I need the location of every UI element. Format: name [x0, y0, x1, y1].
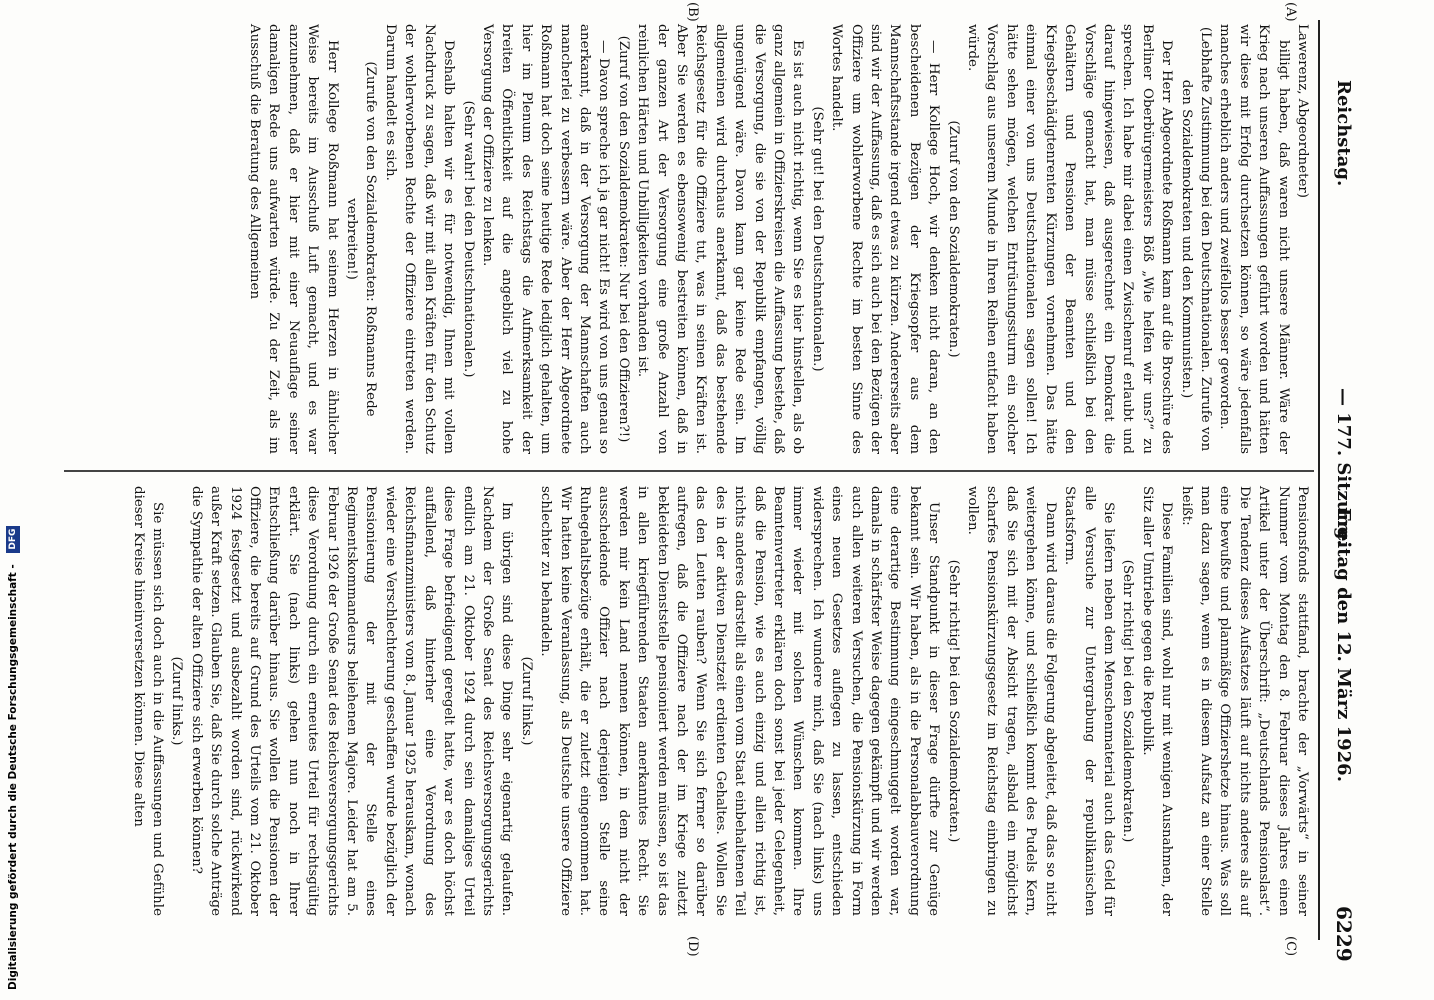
- margin-mark-a: (A): [1283, 2, 1298, 22]
- right-text-column: [130, 486, 1312, 916]
- right-column-paragraph: Im übrigen sind diese Dinge sehr eigenartig gelaufen. Nachdem der Große Senat des Reichsversorgungsgerichts endlich am 21. Oktober 1924 durch sein damaliges Urteil diese Frage befriedigend geregelt hatte, war es doch höchst auffallend, daß hinterher eine Verordnung des Reichsfinanzministers vom 8. Januar 1925 herauskam, wonach wieder eine Verschlechterung geschaffen wurde bezüglich der Pensionierung der mit der Stelle eines Regimentskommandeurs beliehenen Majore. Leider hat am 5. Februar 1926 der Große Senat des Reichsversorgungsgerichts diese Verordnung durch ein erneutes Urteil für rechtsgültig erklärt. Sie (nach links) gehen nun noch in Ihrer Entschließung darüber hinaus. Sie wollen die Pensionen der Offiziere, die bereits auf Grund des Urteils vom 21. Oktober 1924 festgesetzt und ausbezahlt worden sind, rückwirkend außer Kraft setzen. Glauben Sie, daß Sie durch solche Anträge die Sympathie der alten Offiziere sich erwerben können?: [188, 486, 515, 916]
- dfg-logo: DFG: [6, 526, 20, 553]
- right-column-interjection: (Sehr richtig! bei den Sozialdemokraten.): [1120, 559, 1136, 843]
- rotated-print-page: [60, 0, 1360, 960]
- left-column-paragraph: — Davon spreche ich ja gar nicht! Es wird von uns genau so anerkannt, daß in der Versorgung der Mannschaften auch mancherlei zu verbessern wäre. Aber der Herr Abgeordnete Roßmann hat doch seine heutige Rede lediglich gehalten, um hier im Plenum des Reichstags die Aufmerksamkeit der breiten Öffentlichkeit auf die angeblich viel zu hohe Versorgung der Offiziere zu lenken.: [479, 24, 612, 454]
- right-column-interjection: (Zuruf links.): [169, 656, 185, 746]
- margin-mark-b: (B): [685, 2, 700, 22]
- right-column-paragraph: Unser Standpunkt in dieser Frage dürfte zur Genüge bekannt sein. Wir haben, als in die Personalabbauverordnung eine derartige Bestimmung eingeschmuggelt worden war, damals in schärfster Weise dagegen gekämpft und wir werden auch allen weiteren Versuchen, die Pensionskürzung in Form eines neuen Gesetzes auflegen zu lassen, entschieden widersprechen. Ich wundere mich, daß Sie (nach links) uns immer wieder mit solchen Wünschen kommen. Ihre Beamtenvertreter erklären doch sonst bei jeder Gelegenheit, daß die Pension, wie es auch einzig und allein richtig ist, nichts anderes darstellt als einen vom Staat einbehaltenen Teil des in der aktiven Dienstzeit erdienten Gehaltes. Wollen Sie das den Leuten rauben? Wenn Sie sich ferner so darüber aufregen, daß die Offiziere nach der im Kriege zuletzt bekleideten Dienststelle pensioniert werden müssen, so ist das in allen kriegführenden Staaten anerkanntes Recht. Sie werden mir kein Land nennen können, in dem nicht der ausscheidende Offizier nach derjenigen Stelle seine Ruhegehaltsbezüge erhält, die er zuletzt eingenommen hat. Wir hatten keine Veranlassung, als Deutsche unsere Offiziere schlechter zu behandeln.: [538, 486, 942, 916]
- digitization-footer: [0, 0, 26, 1000]
- left-column-interjection: (Zuruf von den Sozialdemokraten.): [945, 120, 961, 358]
- left-column-interjection: (Zurufe von den Sozialdemokraten: Roßmanns Rede verbreiten!): [344, 61, 379, 417]
- left-column-paragraph: billigt haben, daß waren nicht unsere Männer. Wäre der Krieg nach unseren Auffassungen geführt worden und hätten wir diese mit Erfolg durchsetzen können, so wäre jedenfalls manches erheblich anders und zweifellos besser geworden.: [1217, 24, 1291, 454]
- left-column-interjection: (Lebhafte Zustimmung bei den Deutschnationalen. Zurufe von den Sozialdemokraten und den Kommunisten.): [1178, 26, 1213, 452]
- right-column-interjection: (Zuruf links.): [518, 656, 534, 746]
- left-column-paragraph: — Herr Kollege Hoch, wir denken nicht daran, an den bescheidenen Bezügen der Kriegsopfer aus dem Mannschaftsstande irgend etwas zu kürzen. Andererseits aber sind wir der Auffassung, daß es sich auch bei den Bezügen der Offiziere um wohlerworbene Rechte im besten Sinne des Wortes handelt.: [829, 24, 942, 454]
- header-date: Freitag den 12. März 1926.: [1333, 508, 1354, 782]
- left-column-paragraph: Herr Kollege Roßmann hat seinem Herzen in ähnlicher Weise bereits im Ausschuß Luft gemacht, und es war anzunehmen, daß er hier mit einer Neuauflage seiner damaligen Rede uns aufwarten würde. Zu der Zeit, als im Ausschuß die Beratung des Allgemeinen: [247, 24, 340, 454]
- left-column-speaker: Lawerenz, Abgeordneter): [1295, 24, 1310, 199]
- margin-mark-c: (C): [1283, 936, 1298, 957]
- right-column-paragraph: Sie liefern neben dem Menschenmaterial auch das Geld für alle Versuche zur Untergrabung der republikanischen Staatsform.: [1062, 486, 1116, 916]
- left-column-paragraph: Der Herr Abgeordnete Roßmann kam auf die Broschüre des Berliner Oberbürgermeisters Böß „Wie helfen wir uns?“ zu sprechen. Ich habe mir dabei einen Zwischenruf erlaubt und darauf hingewiesen, daß ausgerechnet ein Demokrat die Vorschläge gemacht hat, man müsse schließlich bei den Gehältern und Pensionen der Beamten und den Kriegsbeschädigtenrenten Kürzungen vornehmen. Das hätte einmal einer von uns Deutschnationalen sagen sollen! Ich hätte sehen mögen, welchen Entrüstungssturm ein solcher Vorschlag aus unserem Munde in Ihren Reihen entfacht haben würde.: [965, 24, 1175, 454]
- footer-credit: Digitalisierung gefördert durch die Deutsche Forschungsgemeinschaft -: [7, 564, 19, 990]
- right-column-paragraph: Sie müssen sich doch auch in die Auffassungen und Gefühle dieser Kreise hineinversetzen können. Diese alten: [130, 486, 166, 916]
- left-column-paragraph: Deshalb halten wir es für notwendig, Ihnen mit vollem Nachdruck zu sagen, daß wir mit allen Kräften für den Schutz der wohlerworbenen Rechte der Offiziere eintreten werden. Darum handelt es sich.: [382, 24, 457, 454]
- header-page-number: 6229: [1332, 906, 1356, 962]
- header-reichstag: Reichstag.: [1333, 80, 1354, 187]
- left-column-paragraph: Es ist auch nicht richtig, wenn Sie es hier hinstellen, als ob ganz allgemein in Offizierskreisen die Auffassung bestehe, daß die Versorgung, die sie von der Republik empfangen, völlig ungenügend wäre. Davon kann gar keine Rede sein. Im allgemeinen wird durchaus anerkannt, daß das bestehende Reichsgesetz für die Offiziere tut, was in seinen Kräften ist. Aber Sie werden es ebensowenig bestreiten können, daß in der ganzen Art der Versorgung eine große Anzahl von reinlichen Härten und Unbilligkeiten vorhanden ist.: [635, 24, 806, 454]
- margin-mark-d: (D): [685, 936, 700, 957]
- left-text-column: [67, 24, 1312, 454]
- right-column-paragraph: Diese Familien sind, wohl nur mit wenigen Ausnahmen, der Sitz aller Umtriebe gegen die Republik.: [1139, 486, 1175, 916]
- header-session: — 177. Sitzung.: [1333, 388, 1354, 546]
- right-column-paragraph: Dann wird daraus die Folgerung abgeleitet, daß das so nicht weitergehen könne, und schließlich kommt des Pudels Kern, daß Sie sich mit der Absicht tragen, alsbald ein möglichst scharfes Pensionskürzungsgesetz im Reichstag einbringen zu wollen.: [965, 486, 1058, 916]
- left-column-interjection: (Sehr gut! bei den Deutschnationalen.): [809, 106, 825, 372]
- column-divider: [64, 470, 1314, 472]
- right-column-interjection: (Sehr richtig! bei den Sozialdemokraten.): [945, 559, 961, 843]
- header-rule: [1318, 20, 1320, 940]
- left-column-interjection: (Zuruf von den Sozialdemokraten: Nur bei den Offizieren?!): [615, 35, 631, 443]
- running-header: [1314, 20, 1360, 960]
- left-column-interjection: (Sehr wahr! bei den Deutschnationalen.): [460, 100, 476, 378]
- right-column-paragraph: Pensionsfonds stattfand, brachte der „Vorwärts“ in seiner Nummer vom Montag den 8. Februar dieses Jahres einen Artikel unter der Überschrift: „Deutschlands Pensionslast“. Die Tendenz dieses Aufsatzes läuft auf nichts anderes als auf eine bewußte und planmäßige Offiziershetze hinaus. Was soll man dazu sagen, wenn es in diesem Aufsatz an einer Stelle heißt:: [1178, 486, 1310, 916]
